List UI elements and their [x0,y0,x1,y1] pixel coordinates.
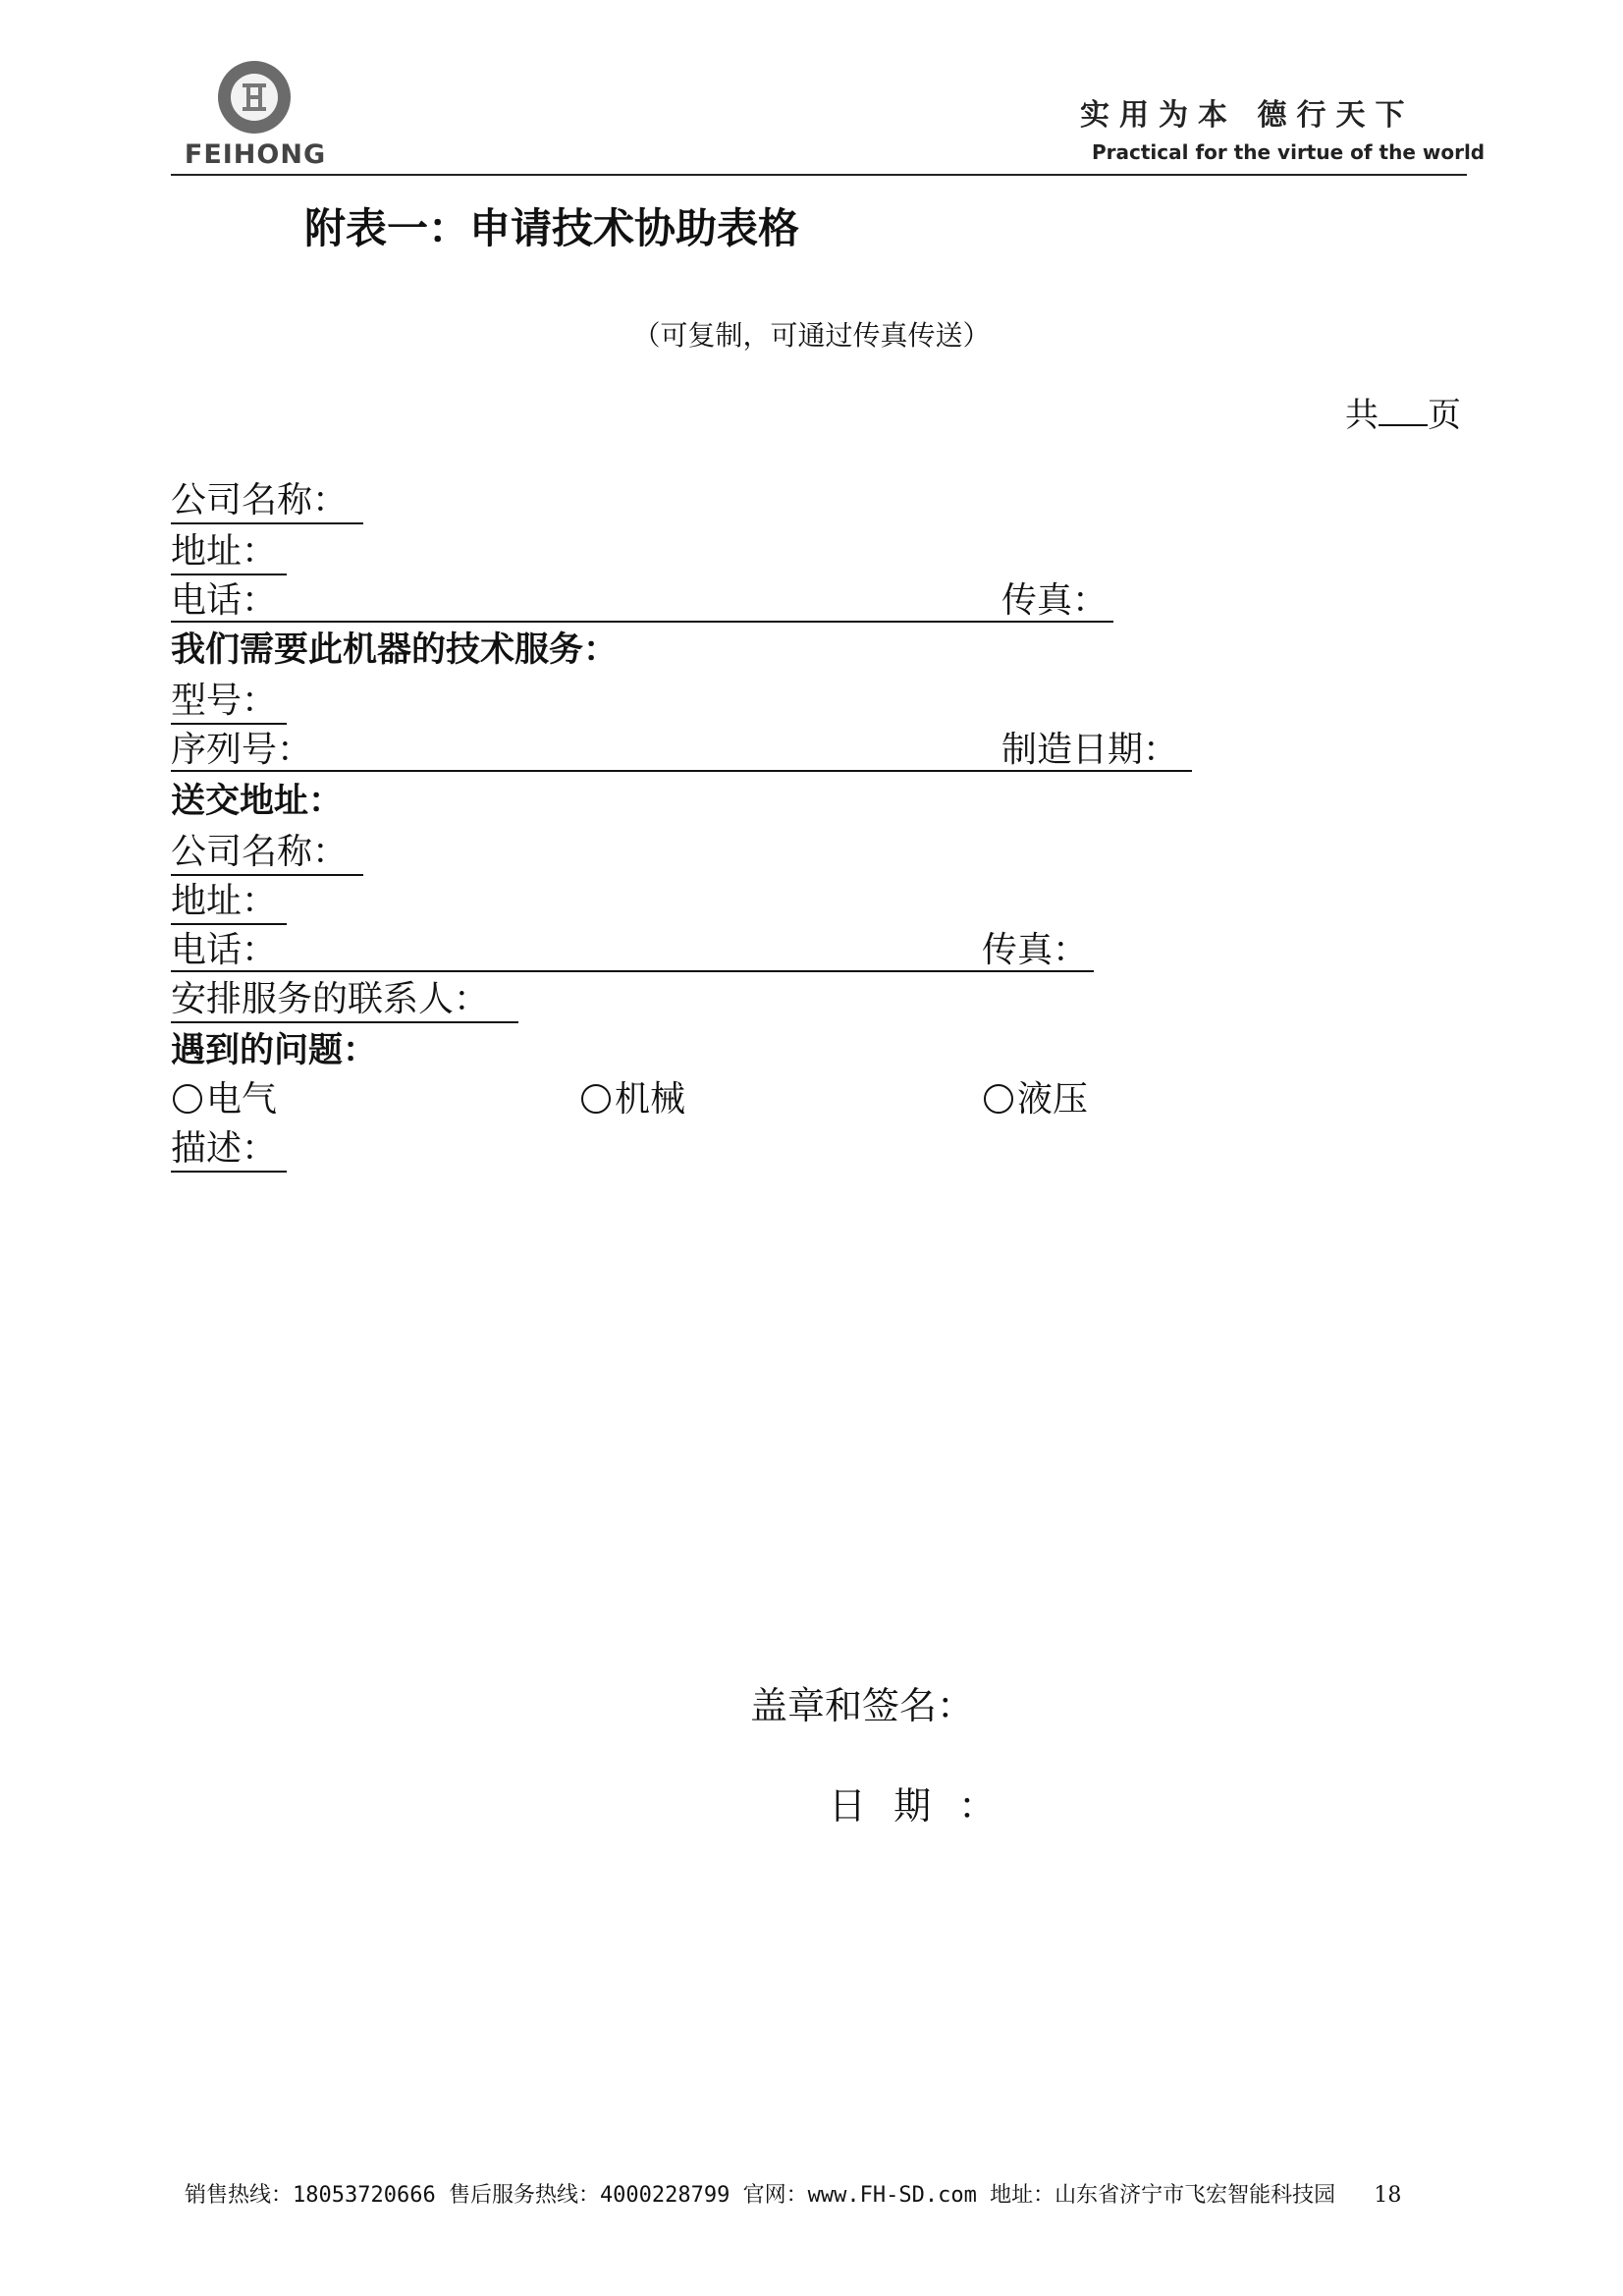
slogan-english: Practical for the virtue of the world [1092,140,1486,164]
option-mechanical[interactable] [581,1078,685,1121]
signature-label: 盖章和签名： [750,1684,975,1727]
company-name-field[interactable] [171,479,363,524]
model-field[interactable] [171,680,287,725]
footer-contact-info: 销售热线：18053720666 售后服务热线：4000228799 官网：www.FH-SD.com 地址：山东省济宁市飞宏智能科技园 [185,2183,1336,2208]
address-label: 地址： [171,531,278,572]
description-label: 描述： [171,1128,278,1169]
mfg-date-label: 制造日期： [1001,730,1179,770]
delivery-phone-fax-underline[interactable] [171,970,1094,972]
page-count-suffix: 页 [1428,396,1461,435]
option-electrical[interactable] [173,1078,277,1121]
radio-circle-icon [984,1084,1013,1114]
delivery-heading: 送交地址： [171,782,344,821]
slogan-chinese: 实用为本 德行天下 [1080,98,1415,133]
model-label: 型号： [171,681,278,721]
page-title: 附表一：申请技术协助表格 [304,204,800,252]
option-hydraulic-label: 液压 [1017,1079,1089,1120]
logo-emblem-icon [218,61,291,134]
delivery-address-field[interactable] [171,880,287,925]
logo-wordmark: FEIHONG [184,139,327,170]
footer [185,2178,1401,2209]
option-mechanical-label: 机械 [615,1079,686,1120]
date-label: 日 期 ： [829,1784,1004,1828]
page-number: 18 [1374,2183,1402,2208]
page-count-blank[interactable] [1379,395,1428,426]
delivery-company-field[interactable] [171,831,363,876]
delivery-phone-label: 电话： [171,930,278,970]
delivery-fax-label: 传真： [982,930,1089,970]
header-divider [171,174,1467,176]
delivery-address-label: 地址： [171,881,278,921]
phone-label: 电话： [171,580,278,621]
serial-label: 序列号： [171,730,313,770]
phone-fax-underline[interactable] [171,621,1113,623]
option-hydraulic[interactable] [984,1078,1088,1121]
fax-label: 传真： [1001,580,1109,621]
description-field[interactable] [171,1127,287,1173]
page-subtitle: （可复制，可通过传真传送） [632,319,991,352]
contact-person-label: 安排服务的联系人： [171,979,490,1019]
company-logo [169,61,342,171]
address-field[interactable] [171,530,287,575]
delivery-company-label: 公司名称： [171,832,349,872]
page-count [1345,388,1461,436]
page-count-prefix: 共 [1345,396,1379,435]
service-heading: 我们需要此机器的技术服务： [171,630,619,670]
contact-person-field[interactable] [171,978,518,1023]
radio-circle-icon [581,1084,611,1114]
problem-heading: 遇到的问题： [171,1031,378,1070]
radio-circle-icon [173,1084,202,1114]
company-name-label: 公司名称： [171,480,349,520]
option-electrical-label: 电气 [206,1079,278,1120]
